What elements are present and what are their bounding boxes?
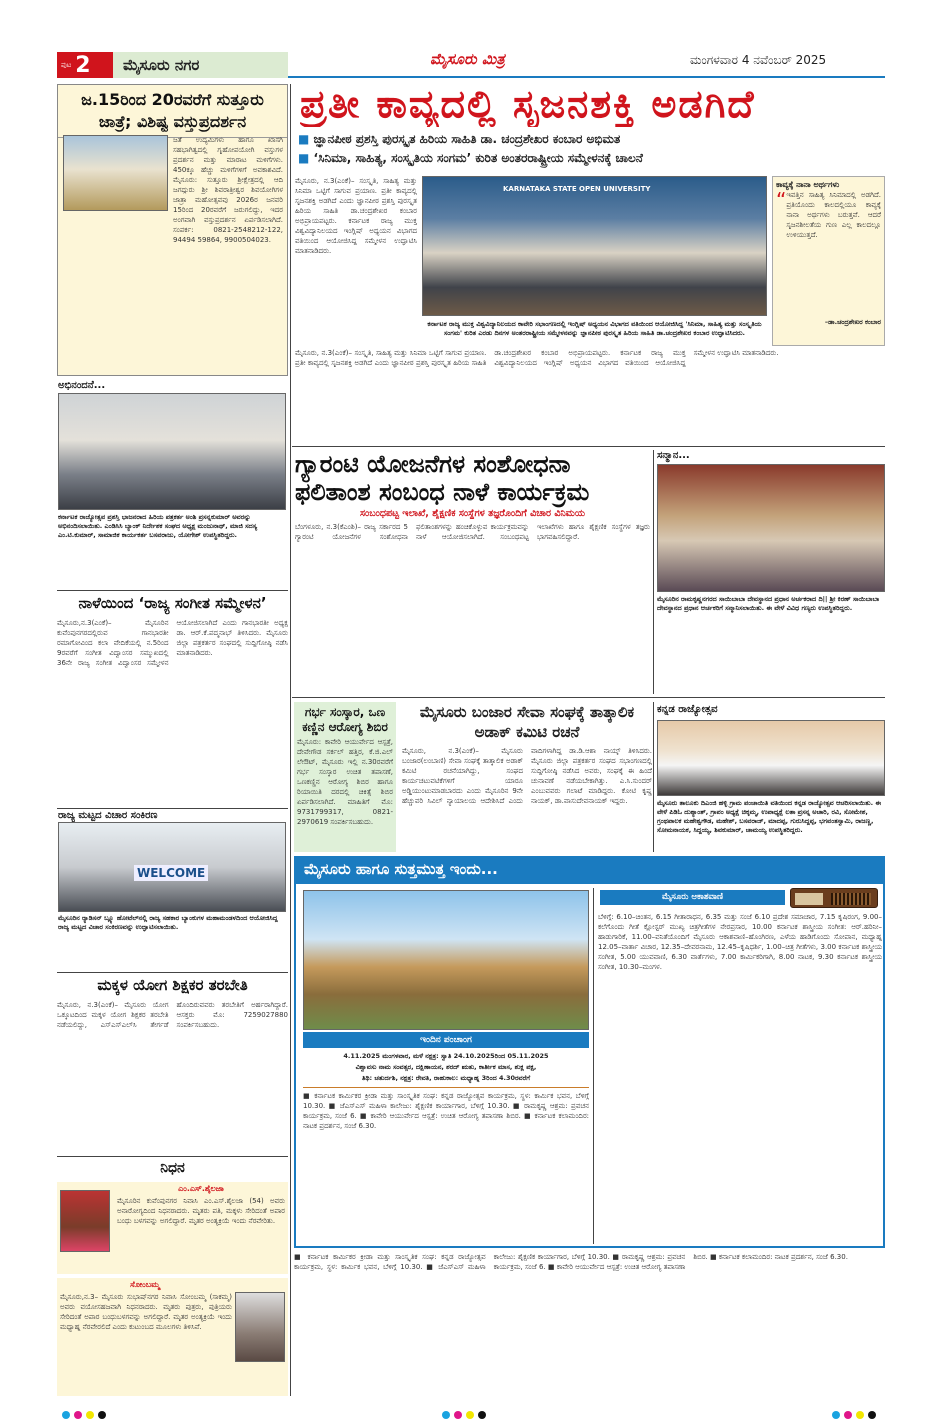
abhinandane-caption: ಕರ್ನಾಟಕ ರಾಜ್ಯೋತ್ಸವ ಪ್ರಶಸ್ತಿ ಭಾಜನರಾದ ಹಿರಿಯ ಪತ್ರಕರ್ತ ಅಂಶಿ ಪ್ರಸನ್ನಕುಮಾರ್ ಅವರನ್ನು ಅಭಿನಂದಿಸಲಾಯಿತು. ಎಂಡಿಸಿಸಿ ಬ್ಯಾಂಕ್ ನಿರ್ದೇಶಕ ಸಂಘದ ಅಧ್ಯಕ್ಷ ಮಂಜುನಾಥ್, ಮಾಜಿ ಸದಸ್ಯ ಎಂ.ಟಿ.ಕುಮಾರ್, ಸಾಮಾಜಿಕ ಕಾರ್ಯಕರ್ತ ಬಸವರಾಜು, ಯೋಗೇಶ್ ಉಪಸ್ಥಿತರಿದ್ದರು.	[58, 513, 258, 539]
abhinandane-label: ಅಭಿನಂದನೆ...	[58, 380, 106, 391]
obituary-1	[57, 1182, 288, 1274]
quote-mark-icon: “	[776, 188, 787, 212]
mysore-palace-photo	[303, 890, 589, 1030]
registration-marks	[60, 1404, 108, 1423]
yoga-headline: ಮಕ್ಕಳ ಯೋಗ ಶಿಕ್ಷಕರ ತರಬೇತಿ	[97, 976, 248, 994]
guarantee-headline: ಗ್ಯಾರಂಟಿ ಯೋಜನೆಗಳ ಸಂಶೋಧನಾ ಫಲಿತಾಂಶ ಸಂಬಂಧ ನಾಳೆ ಕಾರ್ಯಕ್ರಮ	[295, 450, 590, 506]
today-band: ಮೈಸೂರು ಹಾಗೂ ಸುತ್ತಮುತ್ತ ಇಂದು...	[294, 856, 885, 884]
page-label: ಪುಟ	[61, 60, 72, 69]
lead-photo-caption: ಕರ್ನಾಟಕ ರಾಜ್ಯ ಮುಕ್ತ ವಿಶ್ವವಿದ್ಯಾನಿಲಯದ ಕಾವೇರಿ ಸಭಾಂಗಣದಲ್ಲಿ ಇಂಗ್ಲಿಷ್ ಅಧ್ಯಯನ ವಿಭಾಗದ ವತಿಯಿಂದ ಆಯೋಜಿಸಿದ್ದ 'ಸಿನಿಮಾ, ಸಾಹಿತ್ಯ ಮತ್ತು ಸಂಸ್ಕೃತಿಯ ಸಂಗಮ' ಕುರಿತ ಎರಡು ದಿನಗಳ ಅಂತರರಾಷ್ಟ್ರೀಯ ಸಮ್ಮೇಳನವನ್ನು ಜ್ಞಾನಪೀಠ ಪುರಸ್ಕೃತ ಹಿರಿಯ ಸಾಹಿತಿ ಡಾ.ಚಂದ್ರಶೇಖರ ಕಂಬಾರ ಉದ್ಘಾಟಿಸಿದರು.	[427, 320, 762, 337]
conference-banner-text: KARNATAKA STATE OPEN UNIVERSITY	[503, 185, 651, 193]
sanmana-label: ಸನ್ಮಾನ...	[657, 450, 690, 461]
banjara-body: ಮೈಸೂರು, ನ.3(ಎಂಕೆ)– ಮೈಸೂರು ಬಂಜಾರ(ಲಂಬಾಣಿ) ಸೇವಾ ಸಂಘಕ್ಕೆ ತಾತ್ಕಾಲಿಕ ಅಡಾಕ್ ಕಮಿಟಿ ರಚನೆಯಾಗಿದ್ದು, ಸಂಘದ ಕಾರ್ಯಚಟುವಟಿಕೆಗಳಿಗೆ ಯಾರೂ ಅಡ್ಡಿಯುಂಟುಮಾಡಬಾರದು ಎಂದು ಮೈಸೂರಿನ 9ನೇ ಹೆಚ್ಚುವರಿ ಸಿವಿಲ್ ನ್ಯಾಯಾಲಯ ಆದೇಶಿಸಿದೆ ಎಂದು ವಾದಿಗಳಾಗಿದ್ದ ಡಾ.ಡಿ.ಆಶಾ ನಾಯ್ಕ್ ತಿಳಿಸಿದರು. ಮೈಸೂರು ಜಿಲ್ಲಾ ಪತ್ರಕರ್ತರ ಸಂಘದ ಸಭಾಂಗಣದಲ್ಲಿ ಸುದ್ದಿಗೋಷ್ಠಿ ನಡೆಸಿದ ಅವರು, ಸಂಘಕ್ಕೆ ಈ ಹಿಂದೆ ಚುನಾವಣೆ ನಡೆಯಬೇಕಾಗಿತ್ತು. ಎ.ಸಿ.ಸುಂದರ್ ಎಂಬುವವರು ಗಲಾಟೆ ಮಾಡಿದ್ದರು. ಕೋಟಿ ಕೃಷ್ಣ ನಾಯಕ್, ಡಾ.ವಾಸುದೇವನಾಯಕ್ ಇದ್ದರು.	[402, 747, 652, 805]
lead-conference-photo	[422, 176, 767, 316]
garbha-headline: ಗರ್ಭ ಸಂಸ್ಕಾರ, ಒಣ ಕಣ್ಣಿನ ಆರೋಗ್ಯ ಶಿಬಿರ	[302, 705, 388, 734]
vichara-caption: ಮೈಸೂರಿನ ರ‍್ಯಾಡಿಸನ್ ಬ್ಲ್ಯೂ ಹೋಟೆಲ್‌ನಲ್ಲಿ ರಾಜ್ಯ ಸಹಕಾರ ಬ್ಯಾಂಕುಗಳ ಮಹಾಮಂಡಳದಿಂದ ಆಯೋಜಿಸಿದ್ದ ರಾಜ್ಯ ಮಟ್ಟದ ವಿಚಾರ ಸಂಕಿರಣವನ್ನು ಉದ್ಘಾಟಿಸಲಾಯಿತು.	[58, 914, 278, 931]
sangeetha-headline: ನಾಳೆಯಿಂದ ‘ರಾಜ್ಯ ಸಂಗೀತ ಸಮ್ಮೇಳನ’	[78, 594, 267, 612]
lead-bullets	[298, 130, 885, 168]
obituary-1-name: ಎಂ.ಎಸ್.ಶೈಲಜಾ	[178, 1184, 224, 1193]
sangeetha-body: ಮೈಸೂರು,ನ.3(ಎಂಕೆ)– ಮೈಸೂರಿನ ಕುವೆಂಪುನಗರದಲ್ಲಿರುವ ಗಾನಭಾರತೀ ರಮಾಗೋವಿಂದ ಕಲಾ ವೇದಿಕೆಯಲ್ಲಿ ನ.5ರಿಂದ 9ರವರೆಗೆ ಸಂಗೀತ ವಿದ್ವಾಂಸರ ಸಮ್ಮುಖದಲ್ಲಿ 36ನೇ ರಾಜ್ಯ ಸಂಗೀತ ವಿದ್ವಾಂಸರ ಸಮ್ಮೇಳನ ಆಯೋಜಿಸಲಾಗಿದೆ ಎಂದು ಗಾನಭಾರತೀ ಅಧ್ಯಕ್ಷ ಡಾ. ಆರ್.ಕೆ.ಪದ್ಮನಾಭ್ ತಿಳಿಸಿದರು. ಮೈಸೂರು ಜಿಲ್ಲಾ ಪತ್ರಕರ್ತರ ಸಂಘದಲ್ಲಿ ಸುದ್ದಿಗೋಷ್ಠಿ ನಡೆಸಿ ಮಾತನಾಡಿದರು.	[57, 619, 288, 667]
page-number: 2	[75, 52, 91, 78]
radio-title: ಮೈಸೂರು ಆಕಾಶವಾಣಿ	[600, 890, 785, 905]
page-number-badge	[57, 52, 113, 78]
bullet-square-icon: ■	[298, 151, 314, 165]
bottom-events: ■ ಕರ್ನಾಟಕ ಕಾರ್ಮಿಕರ ಕ್ರೀಡಾ ಮತ್ತು ಸಾಂಸ್ಕೃತಿಕ ಸಂಘ: ಕನ್ನಡ ರಾಜ್ಯೋತ್ಸವ ಕಾರ್ಯಕ್ರಮ, ಸ್ಥಳ: ಕಾರ್ಮಿಕ ಭವನ, ಬೆಳಿಗ್ಗೆ 10.30. ■ ಜೆಎಸ್‌ಎಸ್ ಮಹಿಳಾ ಕಾಲೇಜು: ಶೈಕ್ಷಣಿಕ ಕಾರ್ಯಾಗಾರ, ಬೆಳಿಗ್ಗೆ 10.30. ■ ರಾಮಕೃಷ್ಣ ಆಶ್ರಮ: ಪ್ರವಚನ ಕಾರ್ಯಕ್ರಮ, ಸಂಜೆ 6. ■ ಕಾವೇರಿ ಆಯುರ್ವೇದ ಆಸ್ಪತ್ರೆ: ಉಚಿತ ಆರೋಗ್ಯ ತಪಾಸಣಾ ಶಿಬಿರ. ■ ಕರ್ನಾಟಕ ಕಲಾಮಂದಿರ: ನಾಟಕ ಪ್ರದರ್ಶನ, ಸಂಜೆ 6.30.	[294, 1253, 848, 1271]
banjara-headline: ಮೈಸೂರು ಬಂಜಾರ ಸೇವಾ ಸಂಘಕ್ಕೆ ತಾತ್ಕಾಲಿಕ ಅಡಾಕ್ ಕಮಿಟಿ ರಚನೆ	[419, 703, 635, 741]
radio-icon	[790, 888, 878, 908]
registration-marks	[440, 1404, 488, 1423]
sanmana-photo	[657, 464, 885, 592]
masthead-logo: ಮೈಸೂರು ಮಿತ್ರ	[430, 50, 505, 68]
sanmana-caption: ಮೈಸೂರಿನ ರಾಮಕೃಷ್ಣನಗರದ ಸಾಯಿಬಾಬಾ ದೇವಸ್ಥಾನದ ಪ್ರಧಾನ ಅರ್ಚಕರಾದ ದಿ|| ಶ್ರೀ ಕಿರಣ್ ಸಾಯಿಬಾಬಾ ದೇವಸ್ಥಾನದ ಪ್ರಧಾನ ಆರ್ಚಕರಿಗೆ ಸನ್ಮಾನಿಸಲಾಯಿತು. ಈ ವೇಳೆ ವಿವಿಧ ಗಣ್ಯರು ಉಪಸ್ಥಿತರಿದ್ದರು.	[657, 595, 880, 612]
lead-bullet-1	[298, 130, 885, 149]
garbha-body: ಮೈಸೂರು: ಕಾವೇರಿ ಆಯುರ್ವೇದ ಆಸ್ಪತ್ರೆ, ದೇವೇಗೌಡ ಸರ್ಕಲ್ ಹತ್ತಿರ, ಕೆ.ಜಿ.ಎಲ್ ಲೇಔಟ್, ಮೈಸೂರು ಇಲ್ಲಿ ನ.30ರವರೆಗೆ ಗರ್ಭ ಸಂಸ್ಕಾರ ಉಚಿತ ತಪಾಸಣೆ, ಒಣಕಣ್ಣಿನ ಆರೋಗ್ಯ ಶಿಬಿರ ಹಾಗೂ ರಿಯಾಯಿತಿ ದರದಲ್ಲಿ ಚಿಕಿತ್ಸೆ ಶಿಬಿರ ಏರ್ಪಡಿಸಲಾಗಿದೆ. ಮಾಹಿತಿಗೆ ಮೊ: 9731799317, 0821-2970619 ಸಂಪರ್ಕಿಸಬಹುದು.	[297, 738, 393, 826]
quote-box	[772, 176, 885, 346]
nidhana-heading: ನಿಧನ	[160, 1160, 185, 1176]
obituary-1-body: ಮೈಸೂರಿನ ಕುವೆಂಪುನಗರ ನಿವಾಸಿ ಎಂ.ಎಸ್.ಶೈಲಜಾ (54) ಅವರು ಅನಾರೋಗ್ಯದಿಂದ ನಿಧನರಾದರು. ಮೃತರು ಪತಿ, ಮಕ್ಕಳು ಸೇರಿದಂತೆ ಅಪಾರ ಬಂಧು ಬಳಗವನ್ನು ಅಗಲಿದ್ದಾರೆ. ಮೃತರ ಅಂತ್ಯಕ್ರಿಯೆ ಇಂದು ನೆರವೇರಿತು.	[117, 1197, 285, 1225]
welcome-sign: WELCOME	[134, 865, 208, 881]
obituary-2-name: ಸೋಂಬಮ್ಮ	[130, 1280, 160, 1289]
guarantee-subhead: ಸಂಬಂಧಪಟ್ಟ ಇಲಾಖೆ, ಶೈಕ್ಷಣಿಕ ಸಂಸ್ಥೆಗಳ ತಜ್ಞರೊಂದಿಗೆ ವಿಚಾರ ವಿನಿಮಯ	[359, 508, 585, 519]
quote-title: ಕಾವ್ಯಕ್ಕೆ ನಾನಾ ಅರ್ಥಗಳು	[776, 180, 840, 189]
lead-bullet-text: ‘ಸಿನಿಮಾ, ಸಾಹಿತ್ಯ, ಸಂಸ್ಕೃತಿಯ ಸಂಗಮ’ ಕುರಿತ ಅಂತರರಾಷ್ಟ್ರೀಯ ಸಮ್ಮೇಳನಕ್ಕೆ ಚಾಲನೆ	[313, 151, 643, 165]
today-events: ■ ಕರ್ನಾಟಕ ಕಾರ್ಮಿಕರ ಕ್ರೀಡಾ ಮತ್ತು ಸಾಂಸ್ಕೃತಿಕ ಸಂಘ: ಕನ್ನಡ ರಾಜ್ಯೋತ್ಸವ ಕಾರ್ಯಕ್ರಮ, ಸ್ಥಳ: ಕಾರ್ಮಿಕ ಭವನ, ಬೆಳಿಗ್ಗೆ 10.30. ■ ಜೆಎಸ್‌ಎಸ್ ಮಹಿಳಾ ಕಾಲೇಜು: ಶೈಕ್ಷಣಿಕ ಕಾರ್ಯಾಗಾರ, ಬೆಳಿಗ್ಗೆ 10.30. ■ ರಾಮಕೃಷ್ಣ ಆಶ್ರಮ: ಪ್ರವಚನ ಕಾರ್ಯಕ್ರಮ, ಸಂಜೆ 6. ■ ಕಾವೇರಿ ಆಯುರ್ವೇದ ಆಸ್ಪತ್ರೆ: ಉಚಿತ ಆರೋಗ್ಯ ತಪಾಸಣಾ ಶಿಬಿರ. ■ ಕರ್ನಾಟಕ ಕಲಾಮಂದಿರ: ನಾಟಕ ಪ್ರದರ್ಶನ, ಸಂಜೆ 6.30.	[303, 1092, 589, 1130]
panchanga-line: ವಿಶ್ವಾವಸು ನಾಮ ಸಂವತ್ಸರ, ದಕ್ಷಿಣಾಯನ, ಶರದ್ ಋತು, ಕಾರ್ತೀಕ ಮಾಸ, ಶುಕ್ಲ ಪಕ್ಷ,	[355, 1063, 537, 1071]
obituary-2	[57, 1278, 288, 1396]
issue-date: ಮಂಗಳವಾರ 4 ನವೆಂಬರ್ 2025	[690, 53, 827, 67]
lead-bullet-2	[298, 149, 885, 168]
radio-schedule: ಬೆಳಿಗ್ಗೆ: 6.10–ಚಿಂತನ, 6.15 ಗೀತಾರಾಧನ, 6.35 ಮತ್ತು ಸಂಜೆ 6.10 ಪ್ರದೇಶ ಸಮಾಚಾರ, 7.15 ಕೃಷಿರಂಗ, 9.00–ಕಲೆಗೊಂದು ಗೀತೆ ಕ್ಲೋಸ್ಟರ್ ಮುಖ್ಯ ಚಿತ್ರಗೀತೆಗಳ ನೇರಪ್ರಸಾರ, 10.00 ಕರ್ನಾಟಕ ಶಾಸ್ತ್ರೀಯ ಸಂಗೀತ: ಆರ್.ಹರಿನೀ–ಹಾಡುಗಾರಿಕೆ, 11.00–ವನಿತೆಯೊಂದಿಗೆ ಮೈಸೂರು ಆಕಾಶವಾಣಿ–ಹೊಂಗಿರಣ, ಎಳೆಯ ಹಾಡಿಗೊಂದು ಸೋಪಾನ, ಮಧ್ಯಾಹ್ನ 12.05–ವಾರ್ತಾ ವಿಚಾರ, 12.35–ದೇವರನಾಮ, 12.45–ಕೃಷಿಧರ್ಶಿ, 1.00–ಚಿತ್ರ ಗೀತೆಗಳು, 3.00 ಕರ್ನಾಟಕ ಶಾಸ್ತ್ರೀಯ ಸಂಗೀತ, 5.00 ಯುವವಾಣಿ, 6.30 ವಾರ್ತೆಗಳು, 7.00 ಕಾರ್ಮಿಕರಿಗಾಗಿ, 8.00 ನಾಟಕ, 9.30 ಕರ್ನಾಟಕ ಶಾಸ್ತ್ರೀಯ ಸಂಗೀತ, 10.30–ಮಂಗಳ.	[598, 913, 882, 971]
obituary-2-body: ಮೈಸೂರು,ನ.3– ಮೈಸೂರು ಸುಭಾಷ್‌ನಗರ ನಿವಾಸಿ ಸೋಂಬಮ್ಮ (ಸಾಕಮ್ಮ) ಅವರು ವಯೋಸಹಜವಾಗಿ ನಿಧನರಾದರು. ಮೃತರು ಪುತ್ರರು, ಪುತ್ರಿಯರು ಸೇರಿದಂತೆ ಅಪಾರ ಬಂಧುಬಳಗವನ್ನು ಅಗಲಿದ್ದಾರೆ. ಮೃತರ ಅಂತ್ಯಕ್ರಿಯೆ ಇಂದು ಮಧ್ಯಾಹ್ನ ನೆರವೇರಲಿದೆ ಎಂದು ಕುಟುಂಬದ ಮೂಲಗಳು ತಿಳಿಸಿವೆ.	[60, 1293, 232, 1331]
registration-marks	[830, 1404, 878, 1423]
vichara-photo	[58, 822, 286, 912]
abhinandane-photo	[58, 393, 286, 510]
panchanga-lines	[303, 1051, 589, 1084]
section-title: ಮೈಸೂರು ನಗರ	[113, 52, 288, 78]
lead-body-col1: ಮೈಸೂರು, ನ.3(ಎಂಕೆ)– ಸಂಸ್ಕೃತಿ, ಸಾಹಿತ್ಯ ಮತ್ತು ಸಿನಿಮಾ ಒಟ್ಟಿಗೆ ಸಾಗುವ ಪ್ರಯಾಣ. ಪ್ರತೀ ಕಾವ್ಯದಲ್ಲಿ ಸೃಜನಶಕ್ತಿ ಅಡಗಿದೆ ಎಂದು ಜ್ಞಾನಪೀಠ ಪ್ರಶಸ್ತಿ ಪುರಸ್ಕೃತ ಹಿರಿಯ ಸಾಹಿತಿ ಡಾ.ಚಂದ್ರಶೇಖರ ಕಂಬಾರ ಅಭಿಪ್ರಾಯಪಟ್ಟರು. ಕರ್ನಾಟಕ ರಾಜ್ಯ ಮುಕ್ತ ವಿಶ್ವವಿದ್ಯಾನಿಲಯದ ಇಂಗ್ಲಿಷ್ ಅಧ್ಯಯನ ವಿಭಾಗದ ವತಿಯಿಂದ ಆಯೋಜಿಸಿದ್ದ ಸಮ್ಮೇಳನ ಉದ್ಘಾಟಿಸಿ ಮಾತನಾಡಿದರು.	[295, 177, 417, 255]
quote-text: ಇವತ್ತಿನ ಸಾಹಿತ್ಯ ಸಿನಿಮಾದಲ್ಲಿ ಅಡಗಿದೆ. ಪ್ರತಿಯೊಂದು ಕಾಲದಲ್ಲಿಯೂ ಕಾವ್ಯಕ್ಕೆ ನಾನಾ ಅರ್ಥಗಳು ಬರುತ್ತವೆ. ಆದರೆ ಸೃಜನಶೀಲತೆಯ ಗುಣ ಎಲ್ಲ ಕಾಲದಲ್ಲೂ ಉಳಿಯುತ್ತದೆ.	[786, 191, 881, 239]
obituary-2-photo	[235, 1292, 285, 1362]
jatre-box	[57, 84, 288, 376]
header-rule	[288, 76, 885, 78]
yoga-body: ಮೈಸೂರು, ನ.3(ಎಂಕೆ)– ಮೈಸೂರು ಯೋಗ ಒಕ್ಕೂಟದಿಂದ ಮಕ್ಕಳ ಯೋಗ ಶಿಕ್ಷಕರ ತರಬೇತಿ ನಡೆಯಲಿದ್ದು, ಎಸ್‌ಎಸ್‌ಎಲ್‌ಸಿ ತೇರ್ಗಡೆ ಹೊಂದಿರುವವರು ತರಬೇತಿಗೆ ಅರ್ಹರಾಗಿದ್ದಾರೆ. ಆಸಕ್ತರು ಮೊ: 7259027880 ಸಂಪರ್ಕಿಸಬಹುದು.	[57, 1001, 288, 1029]
vichara-label: ರಾಜ್ಯ ಮಟ್ಟದ ವಿಚಾರ ಸಂಕಿರಣ	[58, 810, 158, 821]
quote-author: –ಡಾ.ಚಂದ್ರಶೇಖರ ಕಂಬಾರ	[824, 318, 881, 326]
jatre-headline: ಜ.15ರಿಂದ 20ರವರೆಗೆ ಸುತ್ತೂರು ಜಾತ್ರೆ; ವಿಶಿಷ್ಟ ವಸ್ತುಪ್ರದರ್ಶನ	[58, 85, 287, 138]
panchanga-title: ಇಂದಿನ ಪಂಚಾಂಗ	[303, 1032, 589, 1048]
garbha-box	[294, 702, 396, 852]
panchanga-line: ತಿಥಿ: ಚತುರ್ದಶಿ, ನಕ್ಷತ್ರ: ರೇವತಿ, ರಾಹುಕಾಲ: ಮಧ್ಯಾಹ್ನ 3ರಿಂದ 4.30ರವರೆಗೆ	[361, 1074, 531, 1082]
lead-body-continued: ಮೈಸೂರು, ನ.3(ಎಂಕೆ)– ಸಂಸ್ಕೃತಿ, ಸಾಹಿತ್ಯ ಮತ್ತು ಸಿನಿಮಾ ಒಟ್ಟಿಗೆ ಸಾಗುವ ಪ್ರಯಾಣ. ಪ್ರತೀ ಕಾವ್ಯದಲ್ಲಿ ಸೃಜನಶಕ್ತಿ ಅಡಗಿದೆ ಎಂದು ಜ್ಞಾನಪೀಠ ಪ್ರಶಸ್ತಿ ಪುರಸ್ಕೃತ ಹಿರಿಯ ಸಾಹಿತಿ ಡಾ.ಚಂದ್ರಶೇಖರ ಕಂಬಾರ ಅಭಿಪ್ರಾಯಪಟ್ಟರು. ಕರ್ನಾಟಕ ರಾಜ್ಯ ಮುಕ್ತ ವಿಶ್ವವಿದ್ಯಾನಿಲಯದ ಇಂಗ್ಲಿಷ್ ಅಧ್ಯಯನ ವಿಭಾಗದ ವತಿಯಿಂದ ಆಯೋಜಿಸಿದ್ದ ಸಮ್ಮೇಳನ ಉದ್ಘಾಟಿಸಿ ಮಾತನಾಡಿದರು.	[295, 349, 779, 367]
panchanga-line: 4.11.2025 ಮಂಗಳವಾರ, ಮಳೆ ನಕ್ಷತ್ರ: ಸ್ವಾತಿ 24.10.2025ರಿಂದ 05.11.2025	[343, 1052, 549, 1060]
rajyotsava-caption: ಮೈಸೂರು ತಾಲೂಕು ದಿಎಂಜಿ ಹಳ್ಳಿ ಗ್ರಾಮ ಪಂಚಾಯಿತಿ ವತಿಯಿಂದ ಕನ್ನಡ ರಾಜ್ಯೋತ್ಸವ ಆಚರಿಸಲಾಯಿತು. ಈ ವೇಳೆ ಪಿಡಿಓ ದುಶ್ಯಾಂತ್, ಗ್ರಾಪಂ ಅಧ್ಯಕ್ಷೆ ಚಿಕ್ಕಮ್ಮ, ಉಪಾಧ್ಯಕ್ಷೆ ಲತಾ ಪ್ರಸನ್ನ ಅಚಾರಿ, ರವಿ, ಸೋಮೇಶ, ಗ್ರಂಥಪಾಲಕ ಮಹೇಶ್ವಗೌಡ, ಮಹೇಶ್, ಬಸವರಾಜ್, ಮಾದಪ್ಪ, ಗುರುಸಿದ್ದಪ್ಪ, ಭಗವಂತಸ್ವಾಮಿ, ರಾಜಣ್ಣ, ಸೋಮನಾಯಕ, ಸಿದ್ದಯ್ಯ, ಶಿವಕುಮಾರ್, ಚಾಮಯ್ಯ ಉಪಸ್ಥಿತರಿದ್ದರು.	[657, 799, 881, 834]
rajyotsava-photo	[657, 720, 885, 796]
lead-bullet-text: ಜ್ಞಾನಪೀಠ ಪ್ರಶಸ್ತಿ ಪುರಸ್ಕೃತ ಹಿರಿಯ ಸಾಹಿತಿ ಡಾ. ಚಂದ್ರಶೇಖರ ಕಂಬಾರ ಅಭಿಮತ	[313, 132, 621, 146]
bullet-square-icon: ■	[298, 132, 314, 146]
jatre-body: ಜತೆ ಉದ್ಯಮಿಗಳು ಹಾಗೂ ಖಾಸಗಿ ಸಹಭಾಗಿತ್ವದಲ್ಲಿ ಗೃಹೋಪಯೋಗಿ ವಸ್ತುಗಳ ಪ್ರದರ್ಶನ ಮತ್ತು ಮಾರಾಟ ಮಳಿಗೆಗಳು. 450ಕ್ಕೂ ಹೆಚ್ಚು ಮಳಿಗೆಗಳಿಗೆ ಅವಕಾಶವಿದೆ. ಮೈಸೂರು: ಸುತ್ತೂರು ಶ್ರೀಕ್ಷೇತ್ರದಲ್ಲಿ ಆದಿ ಜಗದ್ಗುರು ಶ್ರೀ ಶಿವರಾತ್ರೀಶ್ವರ ಶಿವಯೋಗಿಗಳ ಜಾತ್ರಾ ಮಹೋತ್ಸವವು 2026ರ ಜನವರಿ 15ರಿಂದ 20ರವರೆಗೆ ಜರುಗಲಿದ್ದು, ಇದರ ಅಂಗವಾಗಿ ವಸ್ತುಪ್ರದರ್ಶನ ಏರ್ಪಡಿಸಲಾಗಿದೆ. ಸಂಪರ್ಕ: 0821-2548212-122, 94494 59864, 9900504023.	[173, 136, 283, 244]
lead-headline: ಪ್ರತೀ ಕಾವ್ಯದಲ್ಲಿ ಸೃಜನಶಕ್ತಿ ಅಡಗಿದೆ	[300, 82, 756, 126]
rajyotsava-label: ಕನ್ನಡ ರಾಜ್ಯೋತ್ಸವ	[657, 704, 718, 715]
guarantee-body: ಬೆಂಗಳೂರು, ನ.3(ಕೆಎಂಶಿ)– ರಾಜ್ಯ ಸರ್ಕಾರದ 5 ಗ್ಯಾರಂಟಿ ಯೋಜನೆಗಳ ಸಂಶೋಧನಾ ಫಲಿತಾಂಶಗಳನ್ನು ಹಂಚಿಕೊಳ್ಳುವ ಕಾರ್ಯಕ್ರಮವನ್ನು ನಾಳೆ ಆಯೋಜಿಸಲಾಗಿದೆ. ಸಂಬಂಧಪಟ್ಟ ಇಲಾಖೆಗಳು ಹಾಗೂ ಶೈಕ್ಷಣಿಕ ಸಂಸ್ಥೆಗಳ ತಜ್ಞರು ಭಾಗವಹಿಸಲಿದ್ದಾರೆ.	[295, 523, 650, 541]
obituary-1-photo	[60, 1190, 110, 1252]
